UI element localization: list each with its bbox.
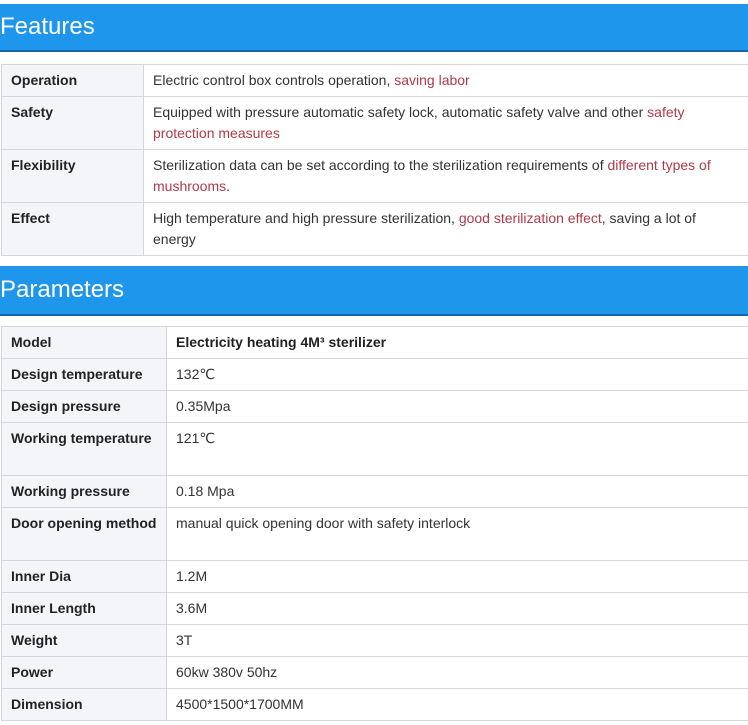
feature-description: Equipped with pressure automatic safety lock, automatic safety valve and other safety protection measures [144, 97, 748, 150]
feature-highlight: saving labor [394, 72, 470, 88]
table-row [2, 359, 748, 391]
table-row [2, 476, 748, 508]
feature-label: Flexibility [2, 150, 144, 203]
param-value: 0.18 Mpa [167, 476, 748, 508]
feature-description: Electric control box controls operation, saving labor [144, 65, 748, 97]
feature-label: Effect [2, 203, 144, 256]
param-label: Weight [2, 625, 167, 657]
feature-highlight: good sterilization effect [458, 210, 602, 226]
param-label: Power [2, 657, 167, 689]
param-label: Inner Dia [2, 561, 167, 593]
feature-description: Sterilization data can be set according to the sterilization requirements of different types of mushrooms. [144, 150, 748, 203]
param-value: 3.6M [167, 593, 748, 625]
param-value: 3T [167, 625, 748, 657]
param-value: 60kw 380v 50hz [167, 657, 748, 689]
param-value: 1.2M [167, 561, 748, 593]
feature-description: High temperature and high pressure sterilization, good sterilization effect, saving a lot of energy [144, 203, 748, 256]
parameters-title: Parameters [0, 276, 125, 303]
feature-label: Safety [2, 97, 144, 150]
param-label: Working pressure [2, 476, 167, 508]
parameters-table [1, 326, 748, 721]
param-value: 0.35Mpa [167, 391, 748, 423]
table-row [2, 625, 748, 657]
table-row [2, 391, 748, 423]
table-row [2, 203, 748, 256]
table-row [2, 689, 748, 721]
table-row [2, 327, 748, 359]
param-label: Model [2, 327, 167, 359]
table-row [2, 65, 748, 97]
table-row [2, 508, 748, 561]
param-value: 121℃ [167, 423, 748, 476]
table-row [2, 593, 748, 625]
features-title: Features [0, 13, 95, 40]
param-label: Design pressure [2, 391, 167, 423]
feature-highlight: different types of mushrooms [153, 157, 711, 194]
param-label: Inner Length [2, 593, 167, 625]
param-value: 4500*1500*1700MM [167, 689, 748, 721]
param-label: Working temperature [2, 423, 167, 476]
table-row [2, 97, 748, 150]
features-heading [0, 4, 748, 52]
param-label: Dimension [2, 689, 167, 721]
feature-label: Operation [2, 65, 144, 97]
param-value: 132℃ [167, 359, 748, 391]
table-row [2, 150, 748, 203]
param-value: Electricity heating 4M³ sterilizer [167, 327, 748, 359]
table-row [2, 657, 748, 689]
feature-highlight: safety protection measures [153, 104, 685, 141]
table-row [2, 561, 748, 593]
parameters-heading [0, 266, 748, 316]
table-row [2, 423, 748, 476]
param-label: Design temperature [2, 359, 167, 391]
param-label: Door opening method [2, 508, 167, 561]
features-table [1, 64, 748, 256]
param-value: manual quick opening door with safety interlock [167, 508, 748, 561]
